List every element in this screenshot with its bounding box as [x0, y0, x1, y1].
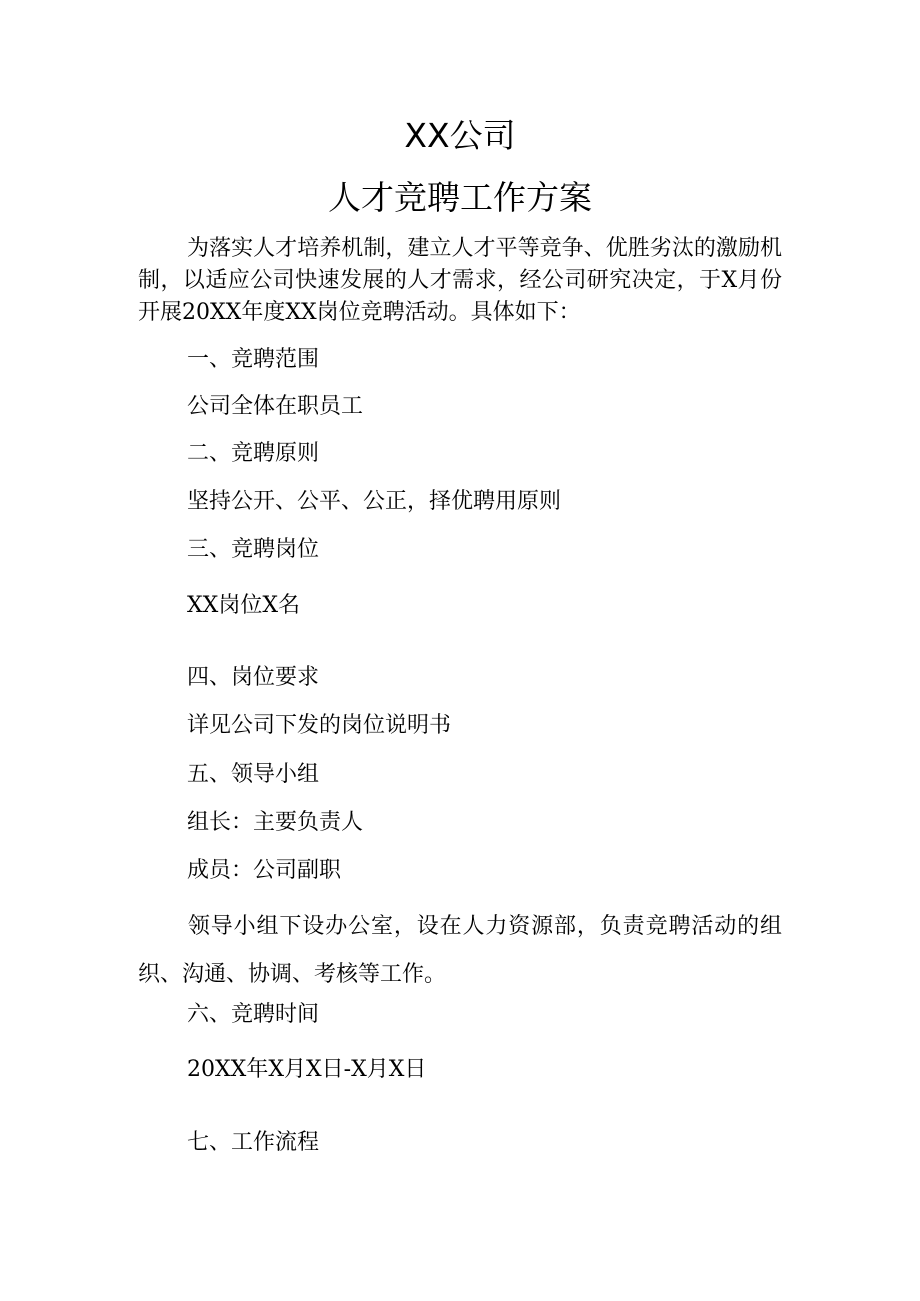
- intro-paragraph: [138, 233, 782, 329]
- section-content-scope: 公司全体在职员工: [187, 394, 364, 419]
- section-content-principle: 坚持公开、公平、公正，择优聘用原则: [187, 489, 562, 514]
- section-content-requirements: 详见公司下发的岗位说明书: [187, 713, 452, 738]
- office-paragraph: [138, 903, 782, 999]
- intro-text: 为落实人才培养机制，建立人才平等竞争、优胜劣汰的激励机制，以适应公司快速发展的人才需求，经公司研究决定，于X月份开展20XX年度XX岗位竞聘活动。具体如下：: [138, 236, 782, 325]
- section-heading-time: 六、竞聘时间: [187, 1002, 320, 1027]
- section-heading-leadership: 五、领导小组: [187, 762, 320, 787]
- section-heading-workflow: 七、工作流程: [187, 1130, 320, 1155]
- company-title: XX公司: [404, 116, 516, 155]
- members-line: 成员：公司副职: [187, 858, 342, 883]
- plan-title: 人才竞聘工作方案: [328, 178, 592, 217]
- leader-line: 组长：主要负责人: [187, 810, 364, 835]
- section-heading-positions: 三、竞聘岗位: [187, 537, 320, 562]
- office-text: 领导小组下设办公室，设在人力资源部，负责竞聘活动的组织、沟通、协调、考核等工作。: [138, 914, 782, 987]
- section-heading-scope: 一、竞聘范围: [187, 347, 320, 372]
- section-heading-requirements: 四、岗位要求: [187, 665, 320, 690]
- section-content-positions: XX岗位X名: [187, 593, 300, 618]
- section-heading-principle: 二、竞聘原则: [187, 441, 320, 466]
- section-content-time: 20XX年X月X日-X月X日: [187, 1057, 427, 1082]
